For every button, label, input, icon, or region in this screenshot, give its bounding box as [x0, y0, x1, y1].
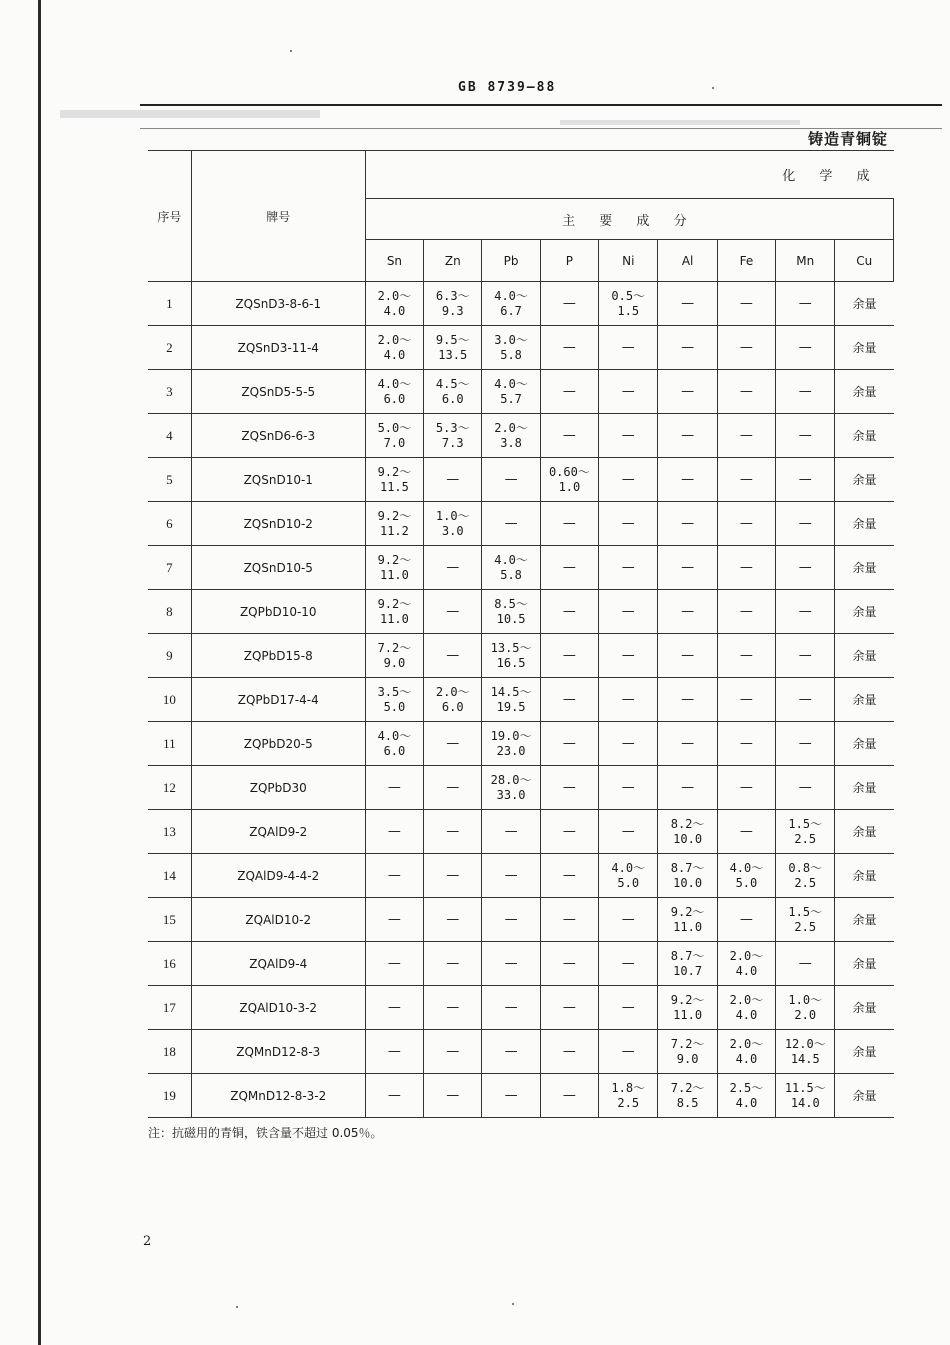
table-row	[148, 546, 894, 590]
cell-empty: —	[540, 942, 598, 986]
row-grade: ZQSnD6-6-3	[191, 414, 365, 458]
cell-range: 8.5～ 10.5	[482, 590, 540, 634]
header-element: P	[540, 240, 598, 282]
row-serial: 13	[148, 810, 191, 854]
cell-range: 7.2～ 9.0	[365, 634, 423, 678]
cell-empty: —	[424, 986, 482, 1030]
cell-empty: —	[482, 1030, 540, 1074]
table-row	[148, 898, 894, 942]
header-rule	[140, 104, 942, 106]
row-grade: ZQSnD3-8-6-1	[191, 282, 365, 326]
table-row	[148, 1074, 894, 1118]
cell-balance: 余量	[835, 370, 894, 414]
row-grade: ZQAlD10-3-2	[191, 986, 365, 1030]
cell-range: 4.0～ 5.0	[717, 854, 775, 898]
cell-range: 9.2～ 11.0	[658, 898, 717, 942]
row-grade: ZQSnD3-11-4	[191, 326, 365, 370]
cell-empty: —	[599, 414, 658, 458]
cell-range: 19.0～ 23.0	[482, 722, 540, 766]
cell-empty: —	[717, 766, 775, 810]
cell-empty: —	[717, 810, 775, 854]
cell-empty: —	[776, 546, 835, 590]
cell-empty: —	[540, 722, 598, 766]
table-row	[148, 1030, 894, 1074]
row-grade: ZQSnD10-5	[191, 546, 365, 590]
cell-empty: —	[658, 590, 717, 634]
cell-empty: —	[365, 1030, 423, 1074]
cell-empty: —	[658, 678, 717, 722]
table-row	[148, 722, 894, 766]
cell-empty: —	[540, 1030, 598, 1074]
row-serial: 4	[148, 414, 191, 458]
row-grade: ZQSnD5-5-5	[191, 370, 365, 414]
cell-empty: —	[365, 810, 423, 854]
cell-balance: 余量	[835, 942, 894, 986]
row-grade: ZQSnD10-2	[191, 502, 365, 546]
cell-empty: —	[776, 942, 835, 986]
cell-empty: —	[658, 546, 717, 590]
cell-empty: —	[540, 414, 598, 458]
cell-empty: —	[540, 590, 598, 634]
row-serial: 5	[148, 458, 191, 502]
cell-balance: 余量	[835, 810, 894, 854]
row-serial: 16	[148, 942, 191, 986]
cell-range: 5.0～ 7.0	[365, 414, 423, 458]
cell-range: 2.0～ 4.0	[717, 1030, 775, 1074]
table-row	[148, 854, 894, 898]
table-row	[148, 590, 894, 634]
cell-range: 4.0～ 6.0	[365, 722, 423, 766]
cell-empty: —	[658, 634, 717, 678]
scan-speck	[512, 1303, 514, 1305]
cell-empty: —	[482, 1074, 540, 1118]
cell-balance: 余量	[835, 458, 894, 502]
header-element: Zn	[424, 240, 482, 282]
scan-noise	[560, 120, 800, 125]
header-element: Pb	[482, 240, 540, 282]
cell-empty: —	[599, 898, 658, 942]
cell-empty: —	[540, 898, 598, 942]
table-row	[148, 766, 894, 810]
cell-balance: 余量	[835, 634, 894, 678]
cell-empty: —	[658, 766, 717, 810]
cell-empty: —	[540, 546, 598, 590]
cell-empty: —	[717, 634, 775, 678]
cell-empty: —	[540, 634, 598, 678]
cell-range: 4.0～ 5.0	[599, 854, 658, 898]
cell-empty: —	[717, 502, 775, 546]
cell-balance: 余量	[835, 722, 894, 766]
cell-empty: —	[717, 414, 775, 458]
row-serial: 8	[148, 590, 191, 634]
cell-range: 4.0～ 5.8	[482, 546, 540, 590]
cell-empty: —	[599, 458, 658, 502]
table-row	[148, 986, 894, 1030]
scan-speck	[290, 50, 292, 52]
cell-balance: 余量	[835, 854, 894, 898]
cell-empty: —	[482, 986, 540, 1030]
row-serial: 15	[148, 898, 191, 942]
cell-range: 6.3～ 9.3	[424, 282, 482, 326]
cell-empty: —	[540, 766, 598, 810]
cell-range: 7.2～ 9.0	[658, 1030, 717, 1074]
cell-balance: 余量	[835, 502, 894, 546]
cell-range: 8.2～ 10.0	[658, 810, 717, 854]
cell-empty: —	[776, 766, 835, 810]
cell-empty: —	[599, 722, 658, 766]
cell-empty: —	[717, 678, 775, 722]
cell-empty: —	[540, 810, 598, 854]
row-serial: 19	[148, 1074, 191, 1118]
cell-range: 4.0～ 6.0	[365, 370, 423, 414]
row-serial: 18	[148, 1030, 191, 1074]
table-row	[148, 942, 894, 986]
cell-balance: 余量	[835, 414, 894, 458]
cell-range: 1.0～ 3.0	[424, 502, 482, 546]
cell-balance: 余量	[835, 898, 894, 942]
cell-range: 2.5～ 4.0	[717, 1074, 775, 1118]
cell-empty: —	[424, 942, 482, 986]
table-row	[148, 282, 894, 326]
header-serial: 序号	[148, 151, 191, 282]
cell-range: 0.60～ 1.0	[540, 458, 598, 502]
cell-empty: —	[717, 458, 775, 502]
cell-range: 0.5～ 1.5	[599, 282, 658, 326]
header-element: Ni	[599, 240, 658, 282]
cell-empty: —	[365, 942, 423, 986]
cell-empty: —	[365, 898, 423, 942]
cell-empty: —	[540, 1074, 598, 1118]
header-chemical-composition: 化 学 成	[365, 151, 893, 199]
row-grade: ZQAlD9-4-4-2	[191, 854, 365, 898]
cell-range: 4.5～ 6.0	[424, 370, 482, 414]
row-grade: ZQAlD9-4	[191, 942, 365, 986]
cell-balance: 余量	[835, 590, 894, 634]
table-row	[148, 414, 894, 458]
cell-empty: —	[776, 590, 835, 634]
cell-empty: —	[599, 634, 658, 678]
cell-range: 5.3～ 7.3	[424, 414, 482, 458]
cell-empty: —	[540, 678, 598, 722]
cell-empty: —	[776, 722, 835, 766]
cell-empty: —	[776, 414, 835, 458]
cell-empty: —	[599, 1030, 658, 1074]
header-element: Cu	[835, 240, 894, 282]
cell-empty: —	[599, 326, 658, 370]
cell-empty: —	[658, 458, 717, 502]
cell-range: 9.2～ 11.0	[658, 986, 717, 1030]
cell-balance: 余量	[835, 986, 894, 1030]
cell-range: 9.2～ 11.5	[365, 458, 423, 502]
cell-empty: —	[482, 810, 540, 854]
cell-empty: —	[365, 766, 423, 810]
cell-range: 8.7～ 10.0	[658, 854, 717, 898]
cell-empty: —	[599, 546, 658, 590]
cell-range: 9.2～ 11.2	[365, 502, 423, 546]
cell-empty: —	[540, 326, 598, 370]
cell-empty: —	[717, 370, 775, 414]
table-row	[148, 370, 894, 414]
header-element: Al	[658, 240, 717, 282]
row-serial: 11	[148, 722, 191, 766]
cell-empty: —	[424, 854, 482, 898]
cell-balance: 余量	[835, 1074, 894, 1118]
cell-range: 4.0～ 6.7	[482, 282, 540, 326]
cell-range: 2.0～ 4.0	[717, 942, 775, 986]
table-row	[148, 326, 894, 370]
cell-range: 3.0～ 5.8	[482, 326, 540, 370]
table-footnote: 注：抗磁用的青铜，铁含量不超过 0.05％。	[148, 1126, 383, 1140]
cell-range: 2.0～ 4.0	[365, 326, 423, 370]
cell-empty: —	[540, 370, 598, 414]
row-serial: 10	[148, 678, 191, 722]
cell-range: 1.0～ 2.0	[776, 986, 835, 1030]
cell-range: 1.5～ 2.5	[776, 898, 835, 942]
cell-empty: —	[482, 854, 540, 898]
cell-empty: —	[424, 1074, 482, 1118]
cell-empty: —	[424, 810, 482, 854]
cell-empty: —	[717, 722, 775, 766]
cell-empty: —	[424, 458, 482, 502]
scan-noise	[60, 110, 320, 118]
cell-balance: 余量	[835, 546, 894, 590]
cell-empty: —	[365, 1074, 423, 1118]
table-row	[148, 678, 894, 722]
cell-empty: —	[365, 986, 423, 1030]
cell-empty: —	[776, 326, 835, 370]
document-title: 铸造青铜锭	[808, 130, 889, 148]
row-serial: 14	[148, 854, 191, 898]
cell-range: 7.2～ 8.5	[658, 1074, 717, 1118]
cell-empty: —	[776, 634, 835, 678]
header-element: Fe	[717, 240, 775, 282]
row-serial: 17	[148, 986, 191, 1030]
cell-empty: —	[424, 1030, 482, 1074]
cell-empty: —	[658, 722, 717, 766]
row-serial: 12	[148, 766, 191, 810]
cell-empty: —	[540, 282, 598, 326]
cell-range: 28.0～ 33.0	[482, 766, 540, 810]
cell-empty: —	[776, 502, 835, 546]
cell-range: 14.5～ 19.5	[482, 678, 540, 722]
cell-range: 3.5～ 5.0	[365, 678, 423, 722]
cell-range: 11.5～ 14.0	[776, 1074, 835, 1118]
row-serial: 3	[148, 370, 191, 414]
cell-empty: —	[482, 502, 540, 546]
cell-empty: —	[424, 634, 482, 678]
header-main-components: 主 要 成 分	[365, 199, 893, 240]
cell-balance: 余量	[835, 766, 894, 810]
cell-empty: —	[599, 678, 658, 722]
cell-empty: —	[482, 942, 540, 986]
row-grade: ZQSnD10-1	[191, 458, 365, 502]
cell-empty: —	[540, 986, 598, 1030]
cell-balance: 余量	[835, 678, 894, 722]
cell-empty: —	[776, 282, 835, 326]
cell-empty: —	[599, 502, 658, 546]
cell-empty: —	[599, 986, 658, 1030]
composition-table	[148, 150, 894, 1118]
table-row	[148, 502, 894, 546]
row-grade: ZQAlD9-2	[191, 810, 365, 854]
row-grade: ZQMnD12-8-3	[191, 1030, 365, 1074]
cell-empty: —	[424, 590, 482, 634]
cell-range: 12.0～ 14.5	[776, 1030, 835, 1074]
binding-edge	[38, 0, 41, 1345]
cell-balance: 余量	[835, 1030, 894, 1074]
cell-balance: 余量	[835, 282, 894, 326]
table-row	[148, 810, 894, 854]
cell-empty: —	[599, 766, 658, 810]
row-serial: 6	[148, 502, 191, 546]
row-serial: 9	[148, 634, 191, 678]
row-serial: 2	[148, 326, 191, 370]
cell-empty: —	[424, 722, 482, 766]
cell-range: 1.5～ 2.5	[776, 810, 835, 854]
cell-empty: —	[717, 282, 775, 326]
standard-code: GB 8739—88	[458, 80, 557, 95]
cell-range: 9.2～ 11.0	[365, 590, 423, 634]
cell-range: 0.8～ 2.5	[776, 854, 835, 898]
cell-range: 2.0～ 4.0	[717, 986, 775, 1030]
cell-empty: —	[424, 546, 482, 590]
cell-empty: —	[599, 810, 658, 854]
cell-empty: —	[658, 414, 717, 458]
cell-range: 8.7～ 10.7	[658, 942, 717, 986]
cell-range: 9.5～ 13.5	[424, 326, 482, 370]
cell-empty: —	[599, 590, 658, 634]
cell-empty: —	[717, 546, 775, 590]
cell-empty: —	[658, 282, 717, 326]
cell-empty: —	[365, 854, 423, 898]
cell-empty: —	[424, 898, 482, 942]
cell-range: 4.0～ 5.7	[482, 370, 540, 414]
cell-empty: —	[717, 898, 775, 942]
header-element: Sn	[365, 240, 423, 282]
cell-range: 1.8～ 2.5	[599, 1074, 658, 1118]
cell-empty: —	[776, 458, 835, 502]
row-grade: ZQPbD20-5	[191, 722, 365, 766]
row-grade: ZQPbD15-8	[191, 634, 365, 678]
row-grade: ZQAlD10-2	[191, 898, 365, 942]
cell-empty: —	[658, 370, 717, 414]
cell-empty: —	[540, 502, 598, 546]
cell-empty: —	[599, 942, 658, 986]
cell-range: 2.0～ 3.8	[482, 414, 540, 458]
row-serial: 7	[148, 546, 191, 590]
cell-empty: —	[776, 678, 835, 722]
cell-empty: —	[717, 326, 775, 370]
table-row	[148, 458, 894, 502]
cell-range: 2.0～ 4.0	[365, 282, 423, 326]
row-grade: ZQPbD30	[191, 766, 365, 810]
cell-empty: —	[776, 370, 835, 414]
cell-empty: —	[540, 854, 598, 898]
scan-speck	[236, 1306, 238, 1308]
header-grade: 牌号	[191, 151, 365, 282]
row-serial: 1	[148, 282, 191, 326]
cell-empty: —	[482, 898, 540, 942]
table-row	[148, 634, 894, 678]
cell-range: 9.2～ 11.0	[365, 546, 423, 590]
cell-range: 13.5～ 16.5	[482, 634, 540, 678]
row-grade: ZQPbD10-10	[191, 590, 365, 634]
scan-speck	[712, 87, 714, 89]
cell-balance: 余量	[835, 326, 894, 370]
cell-empty: —	[717, 590, 775, 634]
cell-empty: —	[482, 458, 540, 502]
row-grade: ZQPbD17-4-4	[191, 678, 365, 722]
page-number: 2	[143, 1234, 152, 1249]
cell-empty: —	[599, 370, 658, 414]
cell-empty: —	[658, 502, 717, 546]
row-grade: ZQMnD12-8-3-2	[191, 1074, 365, 1118]
cell-empty: —	[424, 766, 482, 810]
header-element: Mn	[776, 240, 835, 282]
cell-empty: —	[658, 326, 717, 370]
cell-range: 2.0～ 6.0	[424, 678, 482, 722]
